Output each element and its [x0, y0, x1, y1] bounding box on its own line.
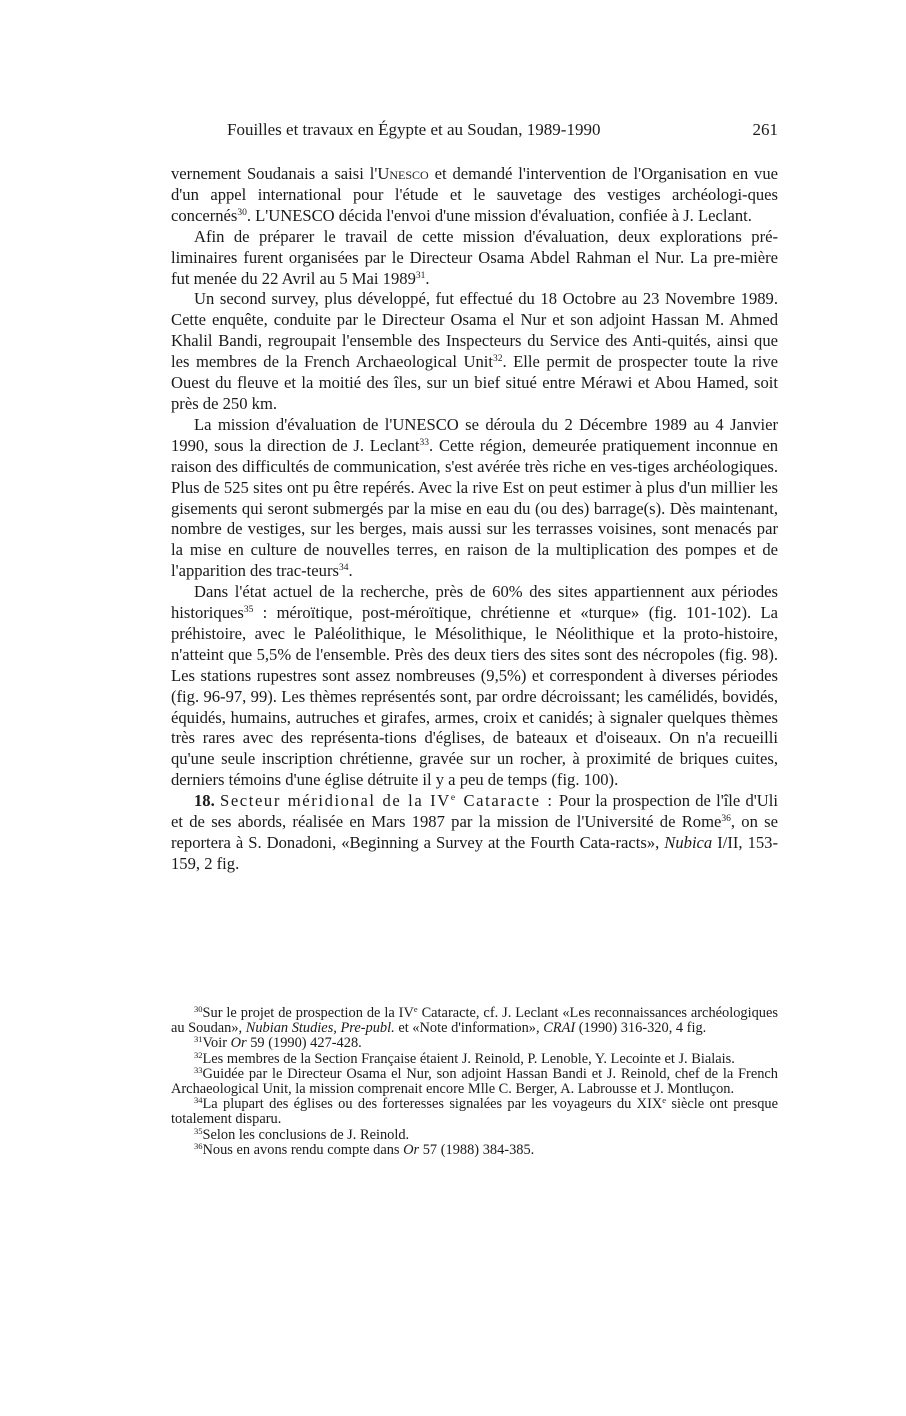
text: Sur le projet de prospection de la IV	[202, 1005, 414, 1021]
text: . Elle permit de prospecter toute la rive Ouest du fleuve et la moitié des îles, sur un bief situé entre Mérawi et Abou Hamed, soit près de 250 km.	[171, 352, 778, 413]
footnote-number: 30	[194, 1004, 203, 1014]
text: Cataracte, cf. J. Leclant «Les reconnaissances archéologiques au Soudan»,	[171, 1005, 778, 1037]
section-number: 18.	[194, 791, 215, 811]
text: : méroïtique, post-méroïtique, chrétienne et «turque» (fig. 101-102). La préhistoire, avec le Paléolithique, le Mésolithique, le Néolithique et la proto-histoire, n'atteint que 5,5% de l'ensemble. Près des deux tiers des sites sont des nécropoles (fig. 98). Les stations rupestres sont assez nombreuses (9,5%) et correspondent à diverses périodes (fig. 96-97, 99). Les thèmes représentés sont, par ordre décroissant; les camélidés, bovidés, équidés, humains, autruches et girafes, armes, croix et canidés; à signaler quelques thèmes très rares avec des représenta-tions d'églises, de bateaux et d'oiseaux. On n'a recueilli qu'une seule inscription chrétienne, gravée sur un rocher, à proximité de briques cuites, derniers témoins d'une église détruite il y a peu de temps (fig. 100).	[171, 603, 778, 790]
text: 59 (1990) 427-428.	[246, 1035, 362, 1052]
running-header	[171, 120, 778, 144]
footnote-number: 33	[194, 1064, 203, 1075]
footnotes	[171, 1006, 778, 1158]
text: . Cette région, demeurée pratiquement inconnue en raison des difficultés de communication, s'est avérée très riche en ves-tiges archéologiques. Plus de 525 sites ont pu être repérés. Avec la rive Est on peut estimer à plus d'un millier les gisements qui seront submergés par la mise en eau du (ou des) barrage(s). Dès maintenant, nombre de vestiges, sur les berges, mais aussi sur les terrasses voisines, sont menacés par la mise en culture de nouvelles terres, en raison de la multiplication des pompes et de l'apparition des trac-teurs	[171, 435, 778, 581]
text: Voir	[202, 1035, 231, 1052]
text: 57 (1988) 384-385.	[419, 1141, 535, 1158]
text: Guidée par le Directeur Osama el Nur, son adjoint Hassan Bandi et J. Reinold, chef de la French Archaeological Unit, la mission comprenait encore Mlle C. Berger, A. Labrousse et J. Montluçon.	[171, 1065, 778, 1098]
footnote-ref-35: 35	[243, 605, 254, 616]
text: (1990) 316-320, 4 fig.	[575, 1020, 707, 1037]
text: La mission d'évaluation de l'UNESCO se déroula du 2 Décembre 1989 au 4 Janvier 1990, sous la direction de J. Leclant	[171, 414, 778, 455]
superscript: e	[413, 1004, 418, 1014]
footnote-number: 32	[194, 1049, 203, 1060]
unesco-smallcaps: Unesco	[377, 164, 429, 183]
section-heading-text: Secteur méridional de la IV	[219, 791, 451, 811]
footnote-33	[171, 1064, 778, 1098]
text: . L'UNESCO décida l'envoi d'une mission d'évaluation, confiée à J. Leclant.	[246, 205, 752, 225]
footnote-ref-30: 30	[237, 207, 247, 218]
footnote-31	[171, 1036, 778, 1051]
text: et «Note d'information»,	[394, 1020, 544, 1037]
text: I/II, 153-159, 2 fig.	[171, 833, 778, 873]
paragraph-3	[171, 289, 778, 414]
text: siècle ont presque totalement disparu.	[171, 1096, 778, 1128]
footnote-number: 36	[194, 1140, 203, 1151]
text: Pour la prospection de l'île d'Uli et de ses abords, réalisée en Mars 1987 par la mission de l'Université de Rome	[171, 791, 778, 832]
text: Un second survey, plus développé, fut effectué du 18 Octobre au 23 Novembre 1989. Cette enquête, conduite par le Directeur Osama el Nur et son adjoint Hassan M. Ahmed Khalil Bandi, regroupait l'ensemble des Inspecteurs du Service des Anti-quités, ainsi que les membres de la French Archaeological Unit	[171, 289, 778, 372]
text: Afin de préparer le travail de cette mission d'évaluation, deux explorations pré-liminaires furent organisées par le Directeur Osama Abdel Rahman el Nur. La pre-mière fut menée du 22 Avril au 5 Mai 1989	[171, 226, 778, 288]
paragraph-2	[171, 227, 778, 290]
footnote-32	[171, 1049, 778, 1067]
italic-title: CRAI	[543, 1020, 576, 1037]
text: Selon les conclusions de J. Reinold.	[202, 1126, 410, 1143]
paragraph-6	[171, 791, 778, 875]
section-heading	[220, 791, 554, 810]
text: Nous en avons rendu compte dans	[202, 1141, 404, 1158]
superscript: e	[450, 793, 457, 804]
text: .	[348, 561, 353, 581]
main-text	[171, 164, 778, 875]
page-number: 261	[752, 120, 778, 139]
text: et demandé l'intervention de l'Organisation en vue d'un appel international pour l'étude et le sauvetage des vestiges archéologi-ques concernés	[171, 164, 778, 225]
text: .	[425, 268, 430, 288]
superscript: e	[662, 1095, 667, 1106]
text: Les membres de la Section Française étaient J. Reinold, P. Lenoble, Y. Lecointe et J. Bialais.	[202, 1050, 735, 1067]
footnote-34	[171, 1097, 778, 1127]
footnote-number: 34	[194, 1095, 203, 1106]
paragraph-1	[171, 164, 778, 227]
footnote-number: 35	[194, 1125, 203, 1136]
italic-title: Or	[230, 1035, 247, 1052]
italic-title: Nubica	[664, 833, 713, 852]
text: , on se reportera à S. Donadoni, «Beginning a Survey at the Fourth Cata-racts»,	[171, 812, 778, 852]
text: Dans l'état actuel de la recherche, près de 60% des sites appartiennent aux périodes historiques	[171, 582, 778, 623]
text: vernement Soudanais a saisi l'	[171, 164, 378, 183]
footnote-ref-34: 34	[338, 563, 349, 574]
footnote-36	[171, 1140, 778, 1158]
running-title: Fouilles et travaux en Égypte et au Soudan, 1989-1990	[227, 120, 601, 139]
paragraph-4	[171, 415, 778, 582]
footnote-ref-36: 36	[721, 814, 731, 825]
footnote-ref-32: 32	[493, 354, 503, 365]
paragraph-5	[171, 582, 778, 791]
text: La plupart des églises ou des forteresses signalées par les voyageurs du XIX	[202, 1096, 663, 1113]
footnote-ref-31: 31	[415, 270, 426, 281]
footnote-ref-33: 33	[419, 437, 430, 448]
italic-title: Nubian Studies, Pre-publ.	[245, 1020, 395, 1037]
section-heading-text: Cataracte :	[456, 791, 554, 811]
footnote-number: 31	[194, 1034, 203, 1045]
italic-title: Or	[403, 1141, 420, 1158]
footnote-35	[171, 1125, 778, 1143]
footnote-30	[171, 1006, 778, 1036]
